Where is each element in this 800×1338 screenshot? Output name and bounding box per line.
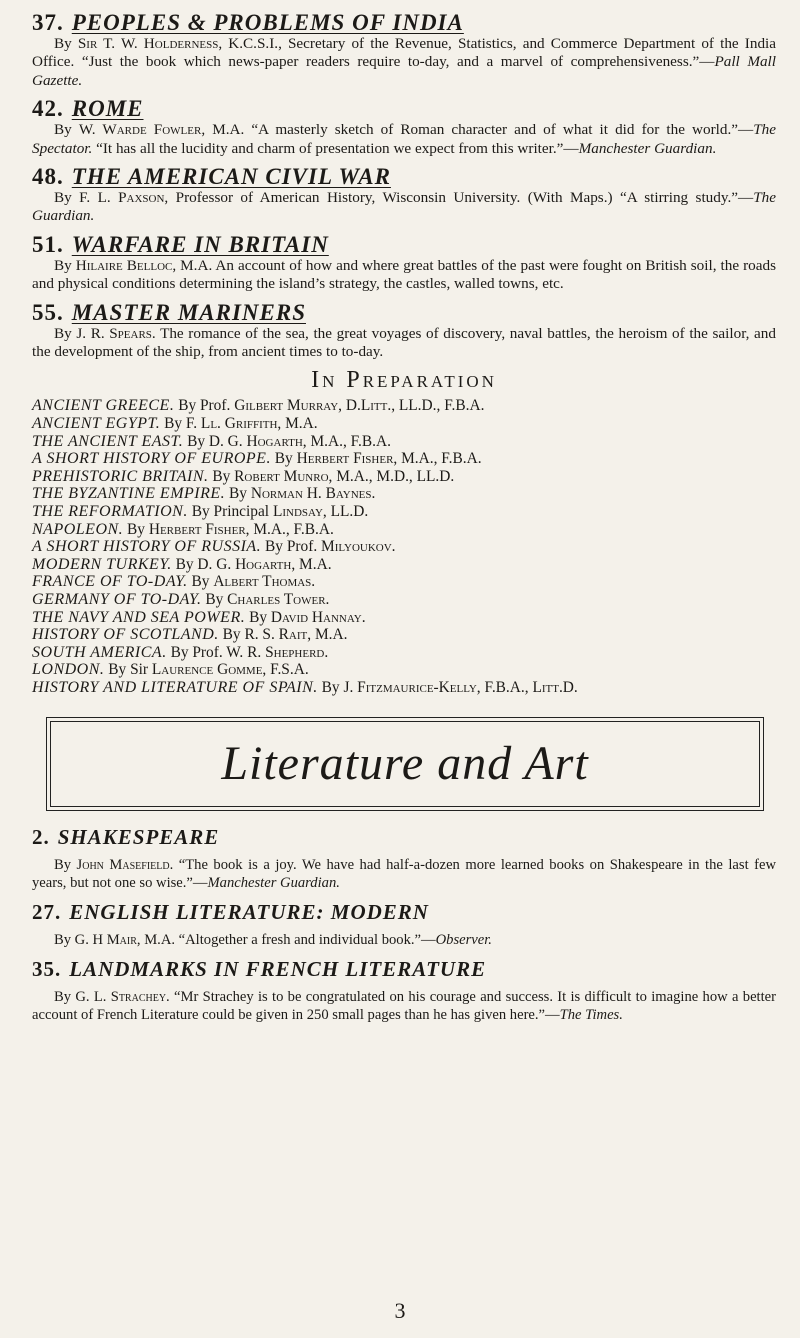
by-prefix: By bbox=[205, 591, 228, 608]
preparation-title: HISTORY OF SCOTLAND. bbox=[32, 626, 219, 644]
in-preparation-heading: In Preparation bbox=[311, 367, 497, 394]
entry-heading bbox=[32, 957, 776, 982]
entry-37 bbox=[32, 10, 776, 90]
preparation-item bbox=[32, 591, 776, 609]
entry-description bbox=[32, 35, 776, 90]
by-prefix: By bbox=[274, 450, 297, 468]
entry-description bbox=[32, 257, 776, 294]
entry-source: Manchester Guardian. bbox=[578, 139, 717, 157]
entry-author: Mair, M.A. bbox=[106, 931, 176, 948]
by-prefix: By G. L. bbox=[54, 988, 111, 1005]
preparation-item bbox=[32, 626, 776, 644]
by-prefix: By D. G. bbox=[187, 432, 247, 450]
preparation-item bbox=[32, 433, 776, 451]
entry-number: 42. bbox=[32, 96, 64, 122]
preparation-item bbox=[32, 573, 776, 591]
entry-text: “Altogether a fresh and individual book.”— bbox=[175, 931, 436, 948]
preparation-item bbox=[32, 397, 776, 415]
entry-title: SHAKESPEARE bbox=[57, 824, 220, 849]
entry-title: LANDMARKS IN FRENCH LITERATURE bbox=[69, 956, 487, 981]
preparation-author: Albert Thomas. bbox=[213, 573, 316, 591]
entry-author: W. Warde Fowler, M.A. bbox=[78, 121, 245, 139]
entry-48 bbox=[32, 164, 776, 226]
entry-author: Hilaire Belloc, M.A. bbox=[75, 256, 213, 274]
by-prefix: By bbox=[54, 189, 80, 207]
by-prefix: By Prof. W. R. bbox=[170, 643, 266, 661]
entry-title: ROME bbox=[71, 96, 144, 122]
preparation-author: Herbert Fisher, M.A., F.B.A. bbox=[296, 450, 482, 468]
preparation-title: A SHORT HISTORY OF RUSSIA. bbox=[32, 538, 262, 556]
by-prefix: By J. bbox=[321, 678, 358, 696]
entry-number: 37. bbox=[32, 10, 64, 35]
preparation-author: Hogarth, M.A., F.B.A. bbox=[246, 432, 391, 450]
preparation-author: Fitzmaurice-Kelly, F.B.A., Litt.D. bbox=[357, 678, 578, 696]
by-prefix: By Principal bbox=[191, 503, 273, 521]
entry-51 bbox=[32, 232, 776, 294]
entry-source: Pall Mall Gazette. bbox=[32, 53, 776, 89]
by-prefix: By Prof. bbox=[178, 397, 235, 415]
entry-2 bbox=[32, 825, 776, 892]
entry-title: WARFARE IN BRITAIN bbox=[71, 231, 329, 257]
preparation-author: Robert Munro, M.A., M.D., LL.D. bbox=[234, 467, 455, 485]
preparation-item bbox=[32, 485, 776, 503]
preparation-title: PREHISTORIC BRITAIN. bbox=[32, 467, 209, 485]
entry-number: 35. bbox=[32, 956, 62, 981]
preparation-author: Rait, M.A. bbox=[278, 626, 348, 644]
by-prefix: By bbox=[54, 35, 78, 52]
entry-source: Observer. bbox=[435, 931, 492, 948]
entry-author: Strachey. bbox=[110, 988, 170, 1005]
preparation-item bbox=[32, 556, 776, 574]
preparation-title: FRANCE OF TO-DAY. bbox=[32, 573, 188, 591]
preparation-author: Hogarth, M.A. bbox=[235, 555, 332, 573]
preparation-title: LONDON. bbox=[32, 661, 105, 679]
entry-27 bbox=[32, 900, 776, 949]
preparation-author: Norman H. Baynes. bbox=[250, 485, 376, 503]
by-prefix: By bbox=[54, 856, 77, 873]
preparation-title: A SHORT HISTORY OF EUROPE. bbox=[32, 450, 271, 468]
preparation-item bbox=[32, 521, 776, 539]
preparation-author: Gilbert Murray, D.Litt., LL.D., F.B.A. bbox=[234, 397, 485, 415]
entry-description bbox=[32, 325, 776, 362]
preparation-title: GERMANY OF TO-DAY. bbox=[32, 591, 202, 608]
entry-source: The Guardian. bbox=[32, 189, 776, 225]
preparation-title: HISTORY AND LITERATURE OF SPAIN. bbox=[32, 678, 318, 696]
in-preparation-section bbox=[32, 367, 776, 696]
by-prefix: By bbox=[191, 573, 214, 591]
entry-text: “A masterly sketch of Roman character and of what it did for the world.”— bbox=[244, 121, 754, 139]
entry-number: 2. bbox=[32, 824, 50, 849]
by-prefix: By bbox=[249, 608, 271, 626]
entry-55 bbox=[32, 300, 776, 362]
preparation-title: MODERN TURKEY. bbox=[32, 555, 172, 573]
entry-text: The romance of the sea, the great voyages of discovery, naval battles, the heroism of the sailor, and the development of the ship, from ancient times to to-day. bbox=[32, 324, 776, 361]
preparation-item bbox=[32, 538, 776, 556]
entry-title: PEOPLES & PROBLEMS OF INDIA bbox=[71, 10, 464, 35]
by-prefix: By D. G. bbox=[175, 555, 236, 573]
entry-author: John Masefield. bbox=[76, 856, 174, 873]
entry-description bbox=[32, 189, 776, 226]
literature-and-art-banner bbox=[46, 717, 764, 811]
preparation-title: THE REFORMATION. bbox=[32, 503, 188, 521]
entry-description bbox=[32, 931, 776, 949]
preparation-title: ANCIENT GREECE. bbox=[32, 397, 175, 415]
preparation-author: Milyoukov. bbox=[321, 538, 396, 556]
catalogue-column bbox=[32, 10, 776, 1030]
entry-heading bbox=[32, 164, 776, 189]
by-prefix: By bbox=[127, 520, 149, 538]
preparation-item bbox=[32, 503, 776, 521]
preparation-title: THE ANCIENT EAST. bbox=[32, 432, 184, 450]
preparation-item bbox=[32, 609, 776, 627]
entry-heading bbox=[32, 10, 776, 35]
entry-heading bbox=[32, 300, 776, 325]
by-prefix: By F. bbox=[164, 415, 201, 433]
by-prefix: By bbox=[229, 485, 251, 503]
entry-source: Manchester Guardian. bbox=[207, 874, 340, 891]
by-prefix: By bbox=[212, 467, 235, 485]
preparation-title: SOUTH AMERICA. bbox=[32, 643, 167, 661]
entry-number: 48. bbox=[32, 164, 64, 190]
entry-35 bbox=[32, 957, 776, 1024]
preparation-item bbox=[32, 468, 776, 486]
preparation-author: Shepherd. bbox=[265, 643, 329, 661]
entry-text: “Mr Strachey is to be congratulated on his courage and success. It is difficult to imagine how a better account of French Literature could be given in 250 small pages than he has given here.”— bbox=[32, 988, 776, 1023]
entry-source: The Times. bbox=[559, 1006, 623, 1023]
preparation-title: THE BYZANTINE EMPIRE. bbox=[32, 485, 226, 503]
entry-description bbox=[32, 856, 776, 892]
entry-author: F. L. Paxson, bbox=[79, 189, 169, 207]
preparation-title: THE NAVY AND SEA POWER. bbox=[32, 608, 246, 626]
entry-text: “It has all the lucidity and charm of presentation we expect from this writer.”— bbox=[92, 139, 579, 157]
by-prefix: By bbox=[54, 324, 77, 342]
entry-42 bbox=[32, 96, 776, 158]
preparation-author: Herbert Fisher, M.A., F.B.A. bbox=[148, 520, 334, 538]
entry-number: 55. bbox=[32, 299, 64, 325]
preparation-author: Charles Tower. bbox=[227, 591, 330, 608]
entry-description bbox=[32, 121, 776, 158]
entry-text: Professor of American History, Wisconsin University. (With Maps.) “A stirring study.”— bbox=[168, 189, 754, 207]
entry-list bbox=[32, 10, 776, 361]
entry-source: The Spectator. bbox=[32, 121, 776, 157]
preparation-author: David Hannay. bbox=[270, 608, 366, 626]
entry-title: MASTER MARINERS bbox=[71, 299, 306, 325]
literature-entry-list bbox=[32, 825, 776, 1024]
entry-title: ENGLISH LITERATURE: MODERN bbox=[69, 899, 429, 924]
entry-author: Sir T. W. Holderness, K.C.S.I. bbox=[77, 35, 279, 52]
entry-heading bbox=[32, 825, 776, 850]
banner-title: Literature and Art bbox=[221, 737, 589, 791]
preparation-title: NAPOLEON. bbox=[32, 520, 124, 538]
entry-title: THE AMERICAN CIVIL WAR bbox=[71, 164, 391, 190]
preparation-title: ANCIENT EGYPT. bbox=[32, 415, 161, 433]
preparation-item bbox=[32, 661, 776, 679]
entry-heading bbox=[32, 232, 776, 257]
preparation-item bbox=[32, 450, 776, 468]
by-prefix: By G. H bbox=[54, 931, 107, 948]
by-prefix: By bbox=[54, 121, 79, 139]
preparation-item bbox=[32, 644, 776, 662]
entry-description bbox=[32, 988, 776, 1024]
entry-text: , Secretary of the Revenue, Statistics, and Commerce Department of the India Office. “Just the book which news-paper readers require to-day, and a marvel of comprehensiveness.”— bbox=[32, 35, 777, 71]
entry-text: An account of how and where great battles of the past were fought on British soil, the roads and physical conditions determining the island’s strategy, the castles, walled towns, etc. bbox=[32, 256, 776, 293]
entry-author: J. R. Spears. bbox=[76, 324, 156, 342]
preparation-author: Laurence Gomme, F.S.A. bbox=[151, 661, 309, 679]
preparation-author: Lindsay, LL.D. bbox=[272, 503, 369, 521]
by-prefix: By Prof. bbox=[265, 538, 322, 556]
entry-heading bbox=[32, 96, 776, 121]
by-prefix: By Sir bbox=[108, 661, 152, 679]
preparation-list bbox=[32, 397, 776, 696]
entry-heading bbox=[32, 900, 776, 925]
by-prefix: By R. S. bbox=[222, 626, 279, 644]
page-number: 3 bbox=[394, 1298, 406, 1323]
preparation-item bbox=[32, 415, 776, 433]
entry-number: 27. bbox=[32, 899, 62, 924]
preparation-item bbox=[32, 679, 776, 697]
entry-number: 51. bbox=[32, 231, 64, 257]
entry-text: “The book is a joy. We have had half-a-dozen more learned books on Shakespeare in the last few years, but not one so wise.”— bbox=[32, 856, 777, 891]
preparation-author: Ll. Griffith, M.A. bbox=[200, 415, 318, 433]
by-prefix: By bbox=[54, 256, 76, 274]
